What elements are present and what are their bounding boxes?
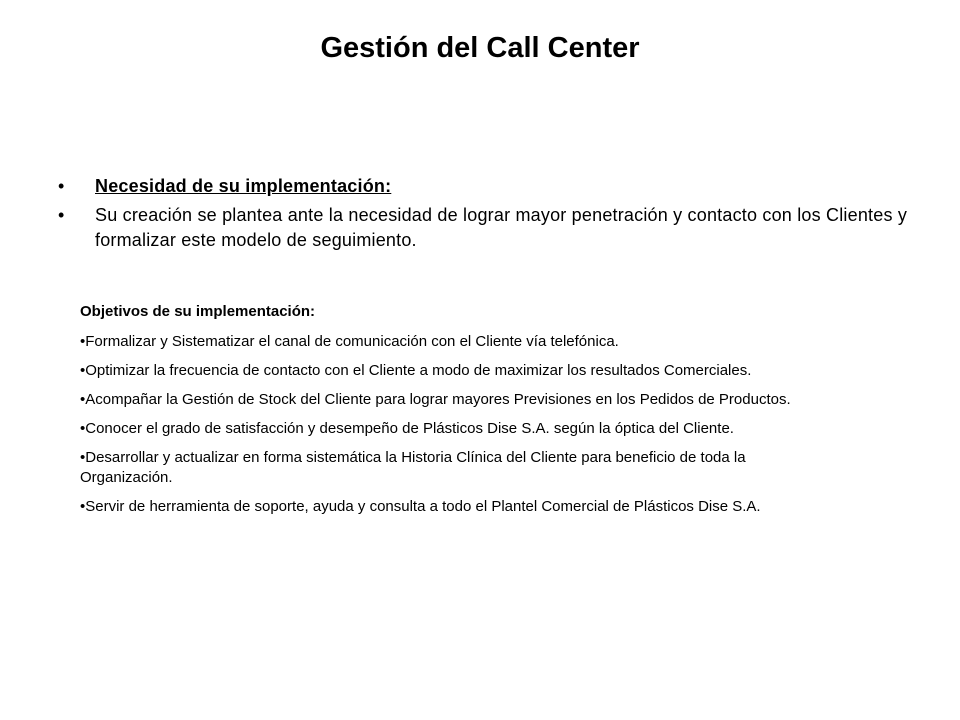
bullet-marker: • <box>58 205 65 225</box>
objective-item: •Acompañar la Gestión de Stock del Cliente para lograr mayores Previsiones en los Pedidos de Productos. <box>80 391 791 408</box>
main-bullet-list <box>58 174 918 257</box>
objective-item: •Desarrollar y actualizar en forma sistemática la Historia Clínica del Cliente para beneficio de toda la Organización. <box>80 449 746 486</box>
slide-title: Gestión del Call Center <box>320 32 640 64</box>
objective-item: •Formalizar y Sistematizar el canal de comunicación con el Cliente vía telefónica. <box>80 333 619 350</box>
objectives-section <box>80 302 800 526</box>
bullet-item-necesidad <box>58 174 918 199</box>
bullet-marker: • <box>58 176 65 196</box>
objectives-heading: Objetivos de su implementación: <box>80 303 316 320</box>
creacion-text: Su creación se plantea ante la necesidad de lograr mayor penetración y contacto con los Clientes y formalizar este modelo de seguimiento. <box>95 205 908 250</box>
objective-item: •Optimizar la frecuencia de contacto con el Cliente a modo de maximizar los resultados Comerciales. <box>80 362 752 379</box>
necesidad-heading: Necesidad de su implementación: <box>95 176 392 196</box>
objective-item: •Servir de herramienta de soporte, ayuda y consulta a todo el Plantel Comercial de Plásticos Dise S.A. <box>80 498 761 515</box>
objective-item: •Conocer el grado de satisfacción y desempeño de Plásticos Dise S.A. según la óptica del Cliente. <box>80 420 734 437</box>
bullet-item-creacion <box>58 203 918 253</box>
